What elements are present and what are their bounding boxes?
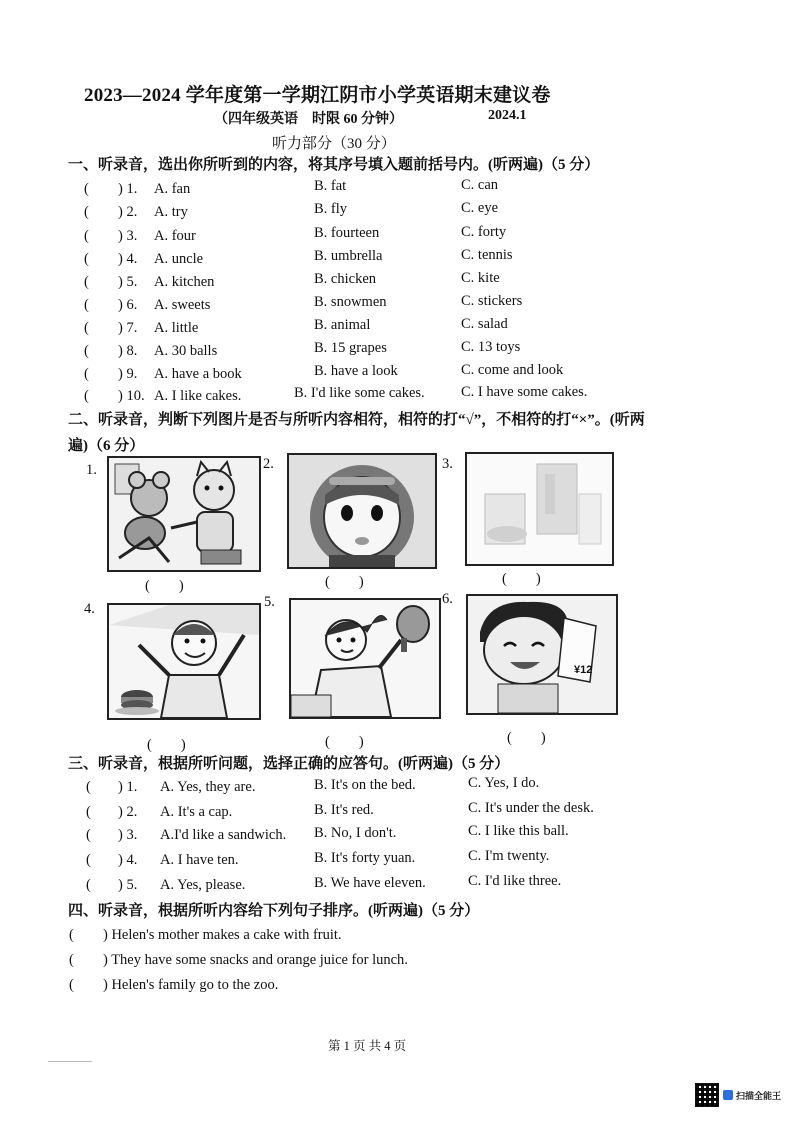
listening-part-label: 听力部分（30 分） [272,136,396,152]
exam-subtitle: （四年级英语 时限 60 分钟） [214,112,403,127]
option-b: B. 15 grapes [314,340,387,356]
picture-bathroom [465,452,614,566]
answer-bracket-open[interactable]: ( [84,388,89,404]
option-a: A. kitchen [154,274,215,290]
option-c: C. salad [461,316,508,332]
option-a: A. four [154,228,196,244]
qr-code-icon [695,1083,719,1107]
sentence-text: ) Helen's mother makes a cake with fruit. [103,927,342,943]
option-c: C. come and look [461,362,564,378]
picture-man-with-burger [107,603,261,720]
option-b: B. fat [314,178,347,194]
option-a: A. Yes, please. [160,877,246,893]
question-number: ) 5. [118,274,138,290]
question-number: ) 9. [118,366,138,382]
option-a: A. try [154,204,188,220]
option-a: A. sweets [154,297,211,313]
option-c: C. eye [461,200,499,216]
option-b: B. I'd like some cakes. [294,385,425,401]
answer-bracket-open[interactable]: ( [84,274,89,290]
answer-bracket-open[interactable]: ( [84,228,89,244]
answer-bracket-open[interactable]: ( [84,297,89,313]
option-a: A.I'd like a sandwich. [160,827,287,843]
question-number: ) 3. [118,228,138,244]
page-title: 2023—2024 学年度第一学期江阴市小学英语期末建议卷 [84,85,551,106]
stamp-text: 扫描全能王 [736,1090,782,1101]
answer-bracket-open[interactable]: ( [84,251,89,267]
option-c: C. It's under the desk. [468,800,594,816]
question-number: ) 6. [118,297,138,313]
picture-boy-with-price [466,594,618,715]
picture-number-2: 2. [263,456,274,472]
option-a: A. It's a cap. [160,804,233,820]
picture-5-answer[interactable]: ( ) [325,734,364,750]
answer-bracket-open[interactable]: ( [69,927,74,943]
option-c: C. I have some cakes. [461,384,588,400]
answer-bracket-open[interactable]: ( [84,343,89,359]
section2-heading-line1: 二、听录音，判断下列图片是否与所听内容相符，相符的打“√”，不相符的打“×”。(听两 [68,412,645,428]
option-b: B. It's on the bed. [314,777,416,793]
question-number: ) 2. [118,804,138,820]
page-number: 第 1 页 共 4 页 [328,1039,407,1053]
option-c: C. tennis [461,247,513,263]
answer-bracket-open[interactable]: ( [84,204,89,220]
answer-bracket-open[interactable]: ( [84,181,89,197]
picture-3-answer[interactable]: ( ) [502,571,541,587]
picture-number-1: 1. [86,462,97,478]
option-b: B. It's red. [314,802,374,818]
picture-girl-with-paddle [289,598,441,719]
option-c: C. kite [461,270,500,286]
option-c: C. forty [461,224,507,240]
question-number: ) 1. [118,779,138,795]
question-number: ) 2. [118,204,138,220]
picture-6-answer[interactable]: ( ) [507,730,546,746]
section3-heading: 三、听录音，根据所听问题，选择正确的应答句。(听两遍)（5 分） [68,756,510,772]
option-c: C. I like this ball. [468,823,569,839]
section1-heading: 一、听录音，选出你所听到的内容，将其序号填入题前括号内。(听两遍)（5 分） [68,157,600,173]
picture-1-answer[interactable]: ( ) [145,578,184,594]
option-b: B. No, I don't. [314,825,397,841]
option-b: B. fourteen [314,225,380,241]
answer-bracket-open[interactable]: ( [69,977,74,993]
option-b: B. snowmen [314,294,387,310]
answer-bracket-open[interactable]: ( [86,804,91,820]
cs-logo-icon [723,1090,733,1100]
picture-girl-face [287,453,437,569]
option-a: A. have a book [154,366,242,382]
picture-number-6: 6. [442,591,453,607]
option-c: C. 13 toys [461,339,521,355]
question-number: ) 8. [118,343,138,359]
sentence-text: ) They have some snacks and orange juice for lunch. [103,952,408,968]
picture-number-4: 4. [84,601,95,617]
option-b: B. animal [314,317,371,333]
exam-date: 2024.1 [488,108,527,123]
answer-bracket-open[interactable]: ( [84,366,89,382]
question-number: ) 5. [118,877,138,893]
question-number: ) 4. [118,251,138,267]
picture-mouse-and-cat [107,456,261,572]
option-a: A. fan [154,181,191,197]
option-c: C. stickers [461,293,523,309]
picture-number-5: 5. [264,594,275,610]
answer-bracket-open[interactable]: ( [86,779,91,795]
option-c: C. can [461,177,499,193]
question-number: ) 4. [118,852,138,868]
option-b: B. umbrella [314,248,383,264]
question-number: ) 1. [118,181,138,197]
option-c: C. I'd like three. [468,873,562,889]
option-b: B. have a look [314,363,398,379]
option-a: A. uncle [154,251,204,267]
option-c: C. I'm twenty. [468,848,550,864]
picture-4-answer[interactable]: ( ) [147,737,186,753]
price-tag-label: ¥12 [574,664,593,676]
answer-bracket-open[interactable]: ( [86,852,91,868]
answer-bracket-open[interactable]: ( [84,320,89,336]
option-c: C. Yes, I do. [468,775,540,791]
question-number: ) 3. [118,827,138,843]
picture-2-answer[interactable]: ( ) [325,574,364,590]
answer-bracket-open[interactable]: ( [86,827,91,843]
option-a: A. 30 balls [154,343,218,359]
question-number: ) 7. [118,320,138,336]
picture-number-3: 3. [442,456,453,472]
sentence-text: ) Helen's family go to the zoo. [103,977,279,993]
corner-mark [48,1061,92,1062]
section2-heading-line2: 遍)（6 分） [68,438,145,454]
question-number: ) 10. [118,388,145,404]
option-b: B. We have eleven. [314,875,426,891]
option-b: B. fly [314,201,348,217]
answer-bracket-open[interactable]: ( [69,952,74,968]
scanner-watermark [695,1081,781,1109]
option-a: A. I like cakes. [154,388,242,404]
option-a: A. I have ten. [160,852,239,868]
option-b: B. chicken [314,271,377,287]
option-b: B. It's forty yuan. [314,850,416,866]
option-a: A. little [154,320,199,336]
option-a: A. Yes, they are. [160,779,256,795]
answer-bracket-open[interactable]: ( [86,877,91,893]
section4-heading: 四、听录音，根据所听内容给下列句子排序。(听两遍)（5 分） [68,903,480,919]
